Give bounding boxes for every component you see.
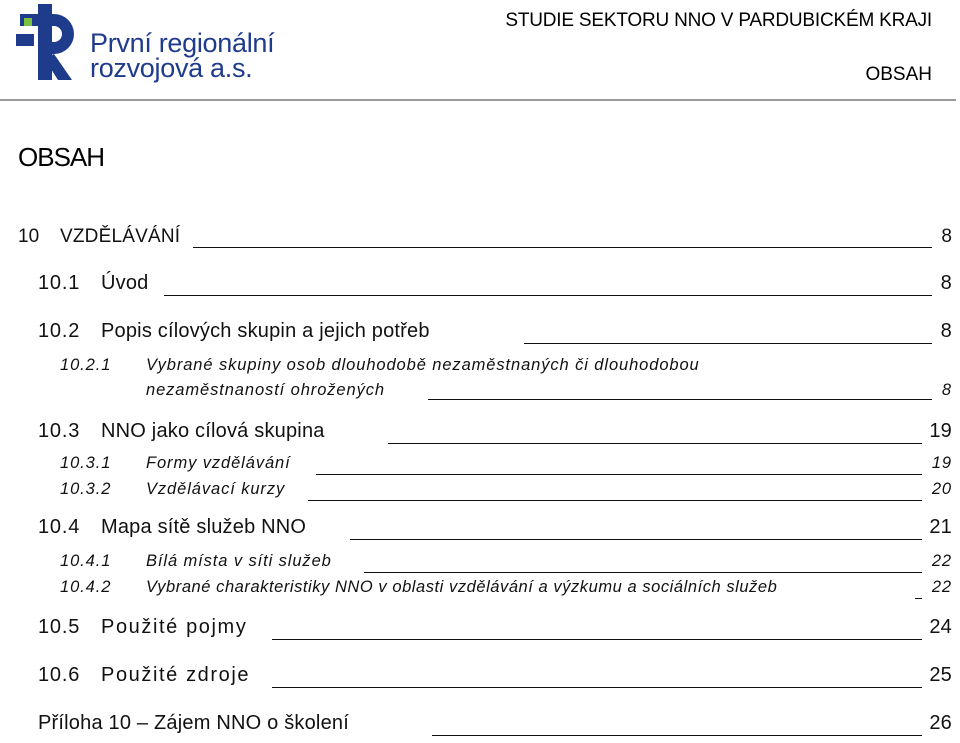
toc-entry-number: 10.4.1	[60, 552, 112, 570]
toc-entry-title: Vybrané skupiny osob dlouhodobě nezaměstnaných či dlouhodobou	[146, 356, 700, 374]
toc-leader	[164, 275, 932, 296]
toc-entry-number: 10	[18, 226, 40, 247]
toc-entry-title: Bílá místa v síti služeb	[146, 552, 332, 570]
toc-entry-number: 10.3.2	[60, 480, 112, 498]
toc-entry-title: VZDĚLÁVÁNÍ	[60, 226, 181, 247]
toc-entry-title: Příloha 10 – Zájem NNO o školení	[38, 712, 349, 734]
toc-entry[interactable]	[0, 420, 960, 450]
toc-entry-title: NNO jako cílová skupina	[101, 420, 325, 442]
toc-entry-title: Popis cílových skupin a jejich potřeb	[101, 320, 430, 342]
toc-entry-title: Vzdělávací kurzy	[146, 480, 286, 498]
toc-entry-page: 25	[929, 664, 952, 686]
toc-entry[interactable]	[0, 516, 960, 546]
toc-entry-title: Použité pojmy	[101, 616, 248, 638]
toc-entry-number: 10.6	[38, 664, 81, 686]
toc-entry-number: 10.3.1	[60, 454, 112, 472]
company-logo	[14, 4, 294, 84]
toc-entry[interactable]	[0, 480, 960, 510]
toc-leader	[364, 554, 922, 573]
logo-text-line1: První regionální	[90, 28, 275, 58]
toc-entry[interactable]	[0, 320, 960, 350]
toc-leader	[316, 456, 922, 475]
toc-entry-page: 8	[940, 320, 952, 342]
toc-entry-page: 26	[929, 712, 952, 734]
toc-leader	[915, 580, 922, 599]
toc-entry-page: 8	[941, 381, 952, 399]
toc-entry-title: Úvod	[101, 272, 149, 294]
toc-entry[interactable]	[0, 272, 960, 302]
toc-entry-page: 22	[931, 552, 952, 570]
header-section-label: OBSAH	[865, 64, 932, 85]
toc-leader	[350, 519, 922, 540]
header-divider	[0, 99, 956, 101]
toc-leader	[308, 482, 922, 501]
toc-heading: OBSAH	[18, 142, 105, 172]
toc-entry-page: 22	[931, 578, 952, 596]
toc-entry-title: Formy vzdělávání	[146, 454, 291, 472]
toc-leader	[193, 229, 932, 248]
toc-entry-page: 8	[941, 226, 952, 247]
toc-entry-page: 21	[929, 516, 952, 538]
toc-entry-number: 10.4.2	[60, 578, 112, 596]
toc-entry-page: 19	[931, 454, 952, 472]
toc-entry-page: 20	[931, 480, 952, 498]
toc-entry-number: 10.5	[38, 616, 81, 638]
toc-entry[interactable]	[0, 578, 960, 608]
toc-leader	[524, 323, 932, 344]
logo-mark-icon	[14, 4, 80, 80]
toc-entry-page: 19	[929, 420, 952, 442]
toc-leader	[428, 381, 932, 400]
document-title: STUDIE SEKTORU NNO V PARDUBICKÉM KRAJI	[505, 10, 932, 31]
toc-entry-title: Vybrané charakteristiky NNO v oblasti vzdělávání a výzkumu a sociálních služeb	[146, 578, 778, 596]
toc-entry-number: 10.4	[38, 516, 81, 538]
toc-entry[interactable]	[0, 664, 960, 694]
toc-entry-number: 10.2	[38, 320, 81, 342]
toc-entry[interactable]	[0, 712, 960, 742]
toc-entry-number: 10.3	[38, 420, 81, 442]
toc-entry-title: Mapa sítě služeb NNO	[101, 516, 307, 538]
toc-entry-page: 8	[940, 272, 952, 294]
toc-leader	[272, 619, 922, 640]
toc-entry-title: Použité zdroje	[101, 664, 251, 686]
toc-entry-page: 24	[929, 616, 952, 638]
toc-entry[interactable]	[0, 226, 960, 256]
toc-leader	[432, 715, 922, 736]
logo-text-line2: rozvojová a.s.	[90, 53, 253, 83]
toc-entry-title-continued: nezaměstnaností ohrožených	[146, 381, 385, 399]
toc-entry-number: 10.2.1	[60, 356, 112, 374]
toc-leader	[388, 423, 922, 444]
toc-leader	[272, 667, 922, 688]
toc-entry-number: 10.1	[38, 272, 81, 294]
toc-entry[interactable]	[0, 356, 960, 404]
toc-entry[interactable]	[0, 616, 960, 646]
